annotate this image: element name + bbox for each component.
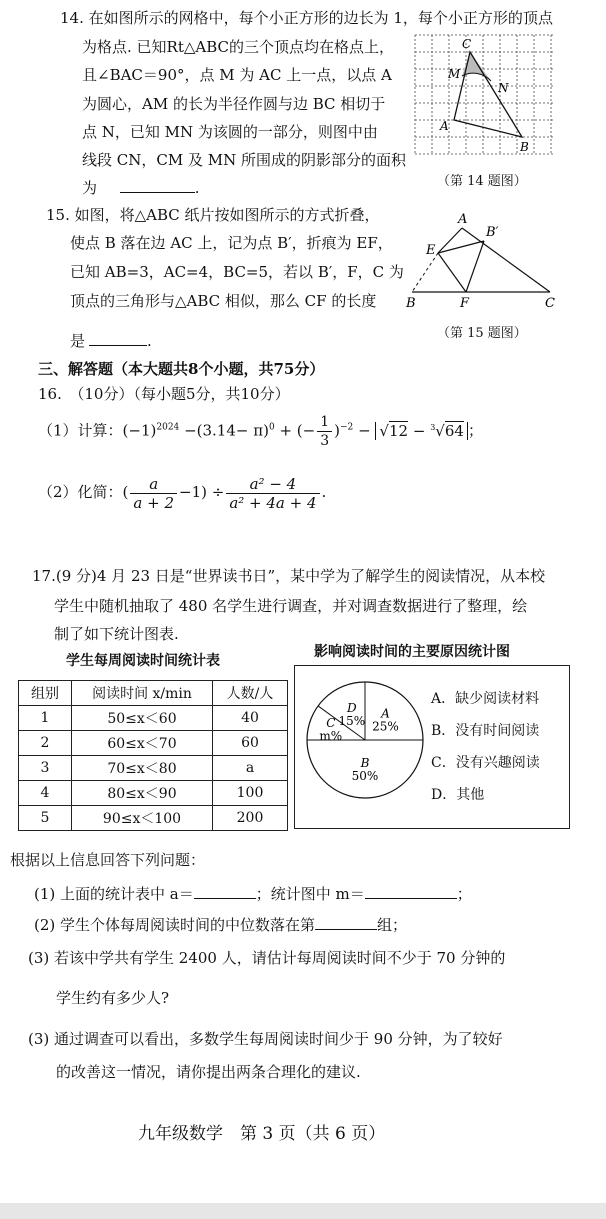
q17-sub-4-label: (3): [28, 1030, 50, 1048]
q14-point-m: M: [448, 67, 461, 81]
q15-answer-blank[interactable]: [89, 331, 147, 346]
q15-side-ac: [462, 228, 550, 292]
table-cell: 90≤x＜100: [72, 806, 213, 831]
q15-point-c: C: [545, 296, 555, 310]
q16-f2-den: a² + 4a + 4: [229, 493, 317, 512]
table-cell: a: [213, 756, 288, 781]
q17-sub-1-text2: ；统计图中 m＝: [255, 885, 365, 903]
q16-part-2-label: （2）化简：(: [38, 483, 129, 501]
legend-item-d: D．其他: [431, 787, 485, 803]
q17-sub-4: [28, 1029, 503, 1049]
q16-fraction-2: [226, 475, 319, 512]
table-cell: 70≤x＜80: [72, 756, 213, 781]
q17-sub-4-cont: 的改善这一情况，请你提出两条合理化的建议.: [56, 1063, 361, 1081]
q14-answer-prefix: 为: [82, 179, 98, 197]
q17-sub-1-text: 上面的统计表中 a＝: [60, 885, 194, 903]
table-cell: 60: [213, 731, 288, 756]
q15-line-3: 已知 AB=3，AC=4，BC=5，若以 B′，F，C 为: [70, 263, 404, 281]
q15-side-eb-dashed: [412, 253, 438, 292]
q14-point-a: A: [440, 119, 449, 133]
legend-item-c: C．没有兴趣阅读: [431, 755, 540, 771]
q17-blank-a[interactable]: [194, 884, 256, 899]
q14-line-1: 14. 在如图所示的网格中，每个小正方形的边长为 1，每个小正方形的顶点: [60, 9, 553, 27]
q16-exp-c: −2: [340, 422, 354, 433]
q17-chart-box: [294, 665, 570, 829]
q16-absolute-value: √12 − $^3$√64: [375, 422, 468, 440]
q15-line-4: 顶点的三角形与△ABC 相似，那么 CF 的长度: [70, 292, 377, 310]
q16-f1-den: a + 2: [133, 493, 174, 512]
page-footer: 九年级数学 第 3 页（共 6 页）: [138, 1124, 386, 1144]
pie-slice-letter-c: C: [326, 715, 336, 730]
q16-exp-b: 0: [268, 422, 275, 433]
q15-segment-b-prime-f: [466, 241, 484, 292]
legend-item-b: B．没有时间阅读: [431, 723, 540, 739]
q16-part-1-label: （1）计算：: [38, 421, 123, 440]
q17-sub-2-end: 组；: [377, 916, 408, 934]
table-row: [19, 731, 288, 756]
q16-cbrt-index: 3: [430, 422, 436, 432]
q14-point-n: N: [498, 81, 509, 95]
pie-slice-letter-d: D: [347, 701, 357, 716]
table-row: [19, 806, 288, 831]
q16-part-2-end: .: [321, 483, 327, 501]
q17-sub-2: [34, 915, 407, 935]
q17-table-title: 学生每周阅读时间统计表: [66, 653, 220, 669]
q17-sub-1: [34, 884, 472, 904]
q17-sub-1-label: (1): [34, 885, 56, 903]
q17-sub-3-label: (3): [28, 949, 50, 967]
pie-slice-letter-b: B: [360, 756, 370, 770]
q14-figure: [410, 30, 560, 160]
q15-line-5: 是 .: [70, 332, 152, 350]
q14-answer-blank[interactable]: [120, 178, 195, 193]
q17-blank-m[interactable]: [365, 884, 457, 899]
q17-sub-1-end: ；: [456, 885, 472, 903]
q15-segment-eb-prime: [438, 241, 484, 253]
q16-term-c: + (−: [279, 421, 316, 440]
q17-stat-table: [18, 680, 288, 831]
q17-chart-title: 影响阅读时间的主要原因统计图: [314, 644, 510, 660]
table-header-row: [19, 681, 288, 706]
q14-point-b: B: [520, 140, 529, 154]
table-cell: 4: [19, 781, 72, 806]
q17-intro: 根据以上信息回答下列问题：: [10, 851, 206, 869]
table-row: [19, 781, 288, 806]
q16-fraction-one-third: [317, 413, 332, 450]
q14-grid: [415, 35, 555, 154]
q16-part-1: [38, 413, 483, 449]
table-header-cell: 阅读时间 x/min: [72, 681, 213, 706]
table-cell: 1: [19, 706, 72, 731]
q16-exp-a: 2024: [156, 422, 180, 433]
pie-slice-letter-a: A: [381, 706, 390, 721]
bottom-gray-bar: [0, 1203, 606, 1219]
q15-line-2: 使点 B 落在边 AC 上，记为点 B′，折痕为 EF，: [70, 234, 393, 252]
pie-slice-label-d: 15%: [338, 714, 366, 729]
table-cell: 100: [213, 781, 288, 806]
q14-line-3: 且∠BAC＝90°，点 M 为 AC 上一点，以点 A: [82, 66, 392, 84]
table-row: [19, 706, 288, 731]
q17-sub-3-cont: 学生约有多少人?: [56, 989, 170, 1007]
table-cell: 5: [19, 806, 72, 831]
q15-figure: [400, 208, 570, 310]
q16-part-2-mid: −1) ÷: [179, 483, 225, 501]
pie-slice-label-a: 25%: [372, 719, 399, 734]
q16-heading: 16. （10分）（每小题5分，共10分）: [38, 385, 290, 403]
q14-triangle-abc: [454, 52, 522, 137]
q16-fraction-1: [130, 475, 177, 512]
q16-term-a: (−1): [122, 421, 157, 440]
table-cell: 2: [19, 731, 72, 756]
q16-term-b: −(3.14− π): [184, 421, 269, 440]
q15-point-f: F: [460, 296, 470, 310]
legend-item-a: A．缺少阅读材料: [431, 691, 540, 707]
q14-caption: （第 14 题图）: [437, 174, 527, 189]
q15-fold-ef: [438, 253, 466, 292]
q16-cbrt-64: 64: [444, 421, 464, 440]
q16-term-d: −: [358, 421, 371, 440]
q17-line-1: 17.(9 分)4 月 23 日是“世界读书日”，某中学为了解学生的阅读情况，从本校: [32, 567, 546, 585]
q15-point-b-prime: B′: [486, 225, 499, 240]
q15-point-a: A: [458, 212, 468, 227]
table-cell: 3: [19, 756, 72, 781]
q14-line-6: 线段 CN，CM 及 MN 所围成的阴影部分的面积: [82, 151, 406, 169]
q17-sub-3-text: 若该中学共有学生 2400 人，请估计每周阅读时间不少于 70 分钟的: [54, 949, 506, 967]
q15-line-1: 15. 如图，将△ABC 纸片按如图所示的方式折叠，: [46, 206, 380, 224]
table-cell: 200: [213, 806, 288, 831]
q14-point-c: C: [462, 37, 472, 51]
q17-sub-2-text: 学生个体每周阅读时间的中位数落在第: [60, 916, 316, 934]
q14-line-5: 点 N，已知 MN 为该圆的一部分，则图中由: [82, 123, 378, 141]
q16-sqrt-12: 12: [388, 421, 409, 440]
q14-line-2: 为格点. 已知Rt△ABC的三个顶点均在格点上，: [82, 38, 395, 56]
table-row: [19, 756, 288, 781]
table-header-cell: 组别: [19, 681, 72, 706]
q17-line-3: 制了如下统计图表.: [54, 625, 179, 643]
q16-f1-num: a: [130, 475, 177, 494]
table-cell: 40: [213, 706, 288, 731]
table-cell: 60≤x＜70: [72, 731, 213, 756]
pie-slice-label-b: 50%: [351, 769, 379, 783]
q17-line-2: 学生中随机抽取了 480 名学生进行调查，并对调查数据进行了整理，绘: [54, 597, 528, 615]
q15-point-b: B: [406, 296, 416, 310]
table-cell: 80≤x＜90: [72, 781, 213, 806]
pie-slice-label-c: m%: [319, 728, 343, 743]
table-cell: 50≤x＜60: [72, 706, 213, 731]
q15-caption: （第 15 题图）: [437, 326, 527, 341]
q17-sub-4-text: 通过调查可以看出，多数学生每周阅读时间少于 90 分钟，为了较好: [54, 1030, 503, 1048]
section-3-heading: 三、解答题（本大题共8个小题，共75分）: [38, 360, 325, 378]
q16-frac-num: 1: [317, 413, 332, 432]
q17-sub-2-label: (2): [34, 916, 56, 934]
q16-part-2: [38, 470, 326, 514]
q14-line-7: 为 .: [82, 179, 200, 197]
q15-point-e: E: [426, 243, 436, 258]
q16-frac-den: 3: [320, 433, 330, 449]
q16-part-1-end: ；: [467, 421, 483, 440]
q17-sub-3: [28, 948, 505, 968]
q15-answer-prefix: 是: [70, 332, 86, 350]
table-header-cell: 人数/人: [213, 681, 288, 706]
q16-f2-num: a² − 4: [226, 475, 319, 494]
q17-blank-group[interactable]: [315, 915, 377, 930]
q17-pie-chart: [301, 676, 429, 804]
q14-line-4: 为圆心，AM 的长为半径作圆与边 BC 相切于: [82, 95, 386, 113]
q16-term-c-close: ): [334, 421, 340, 440]
